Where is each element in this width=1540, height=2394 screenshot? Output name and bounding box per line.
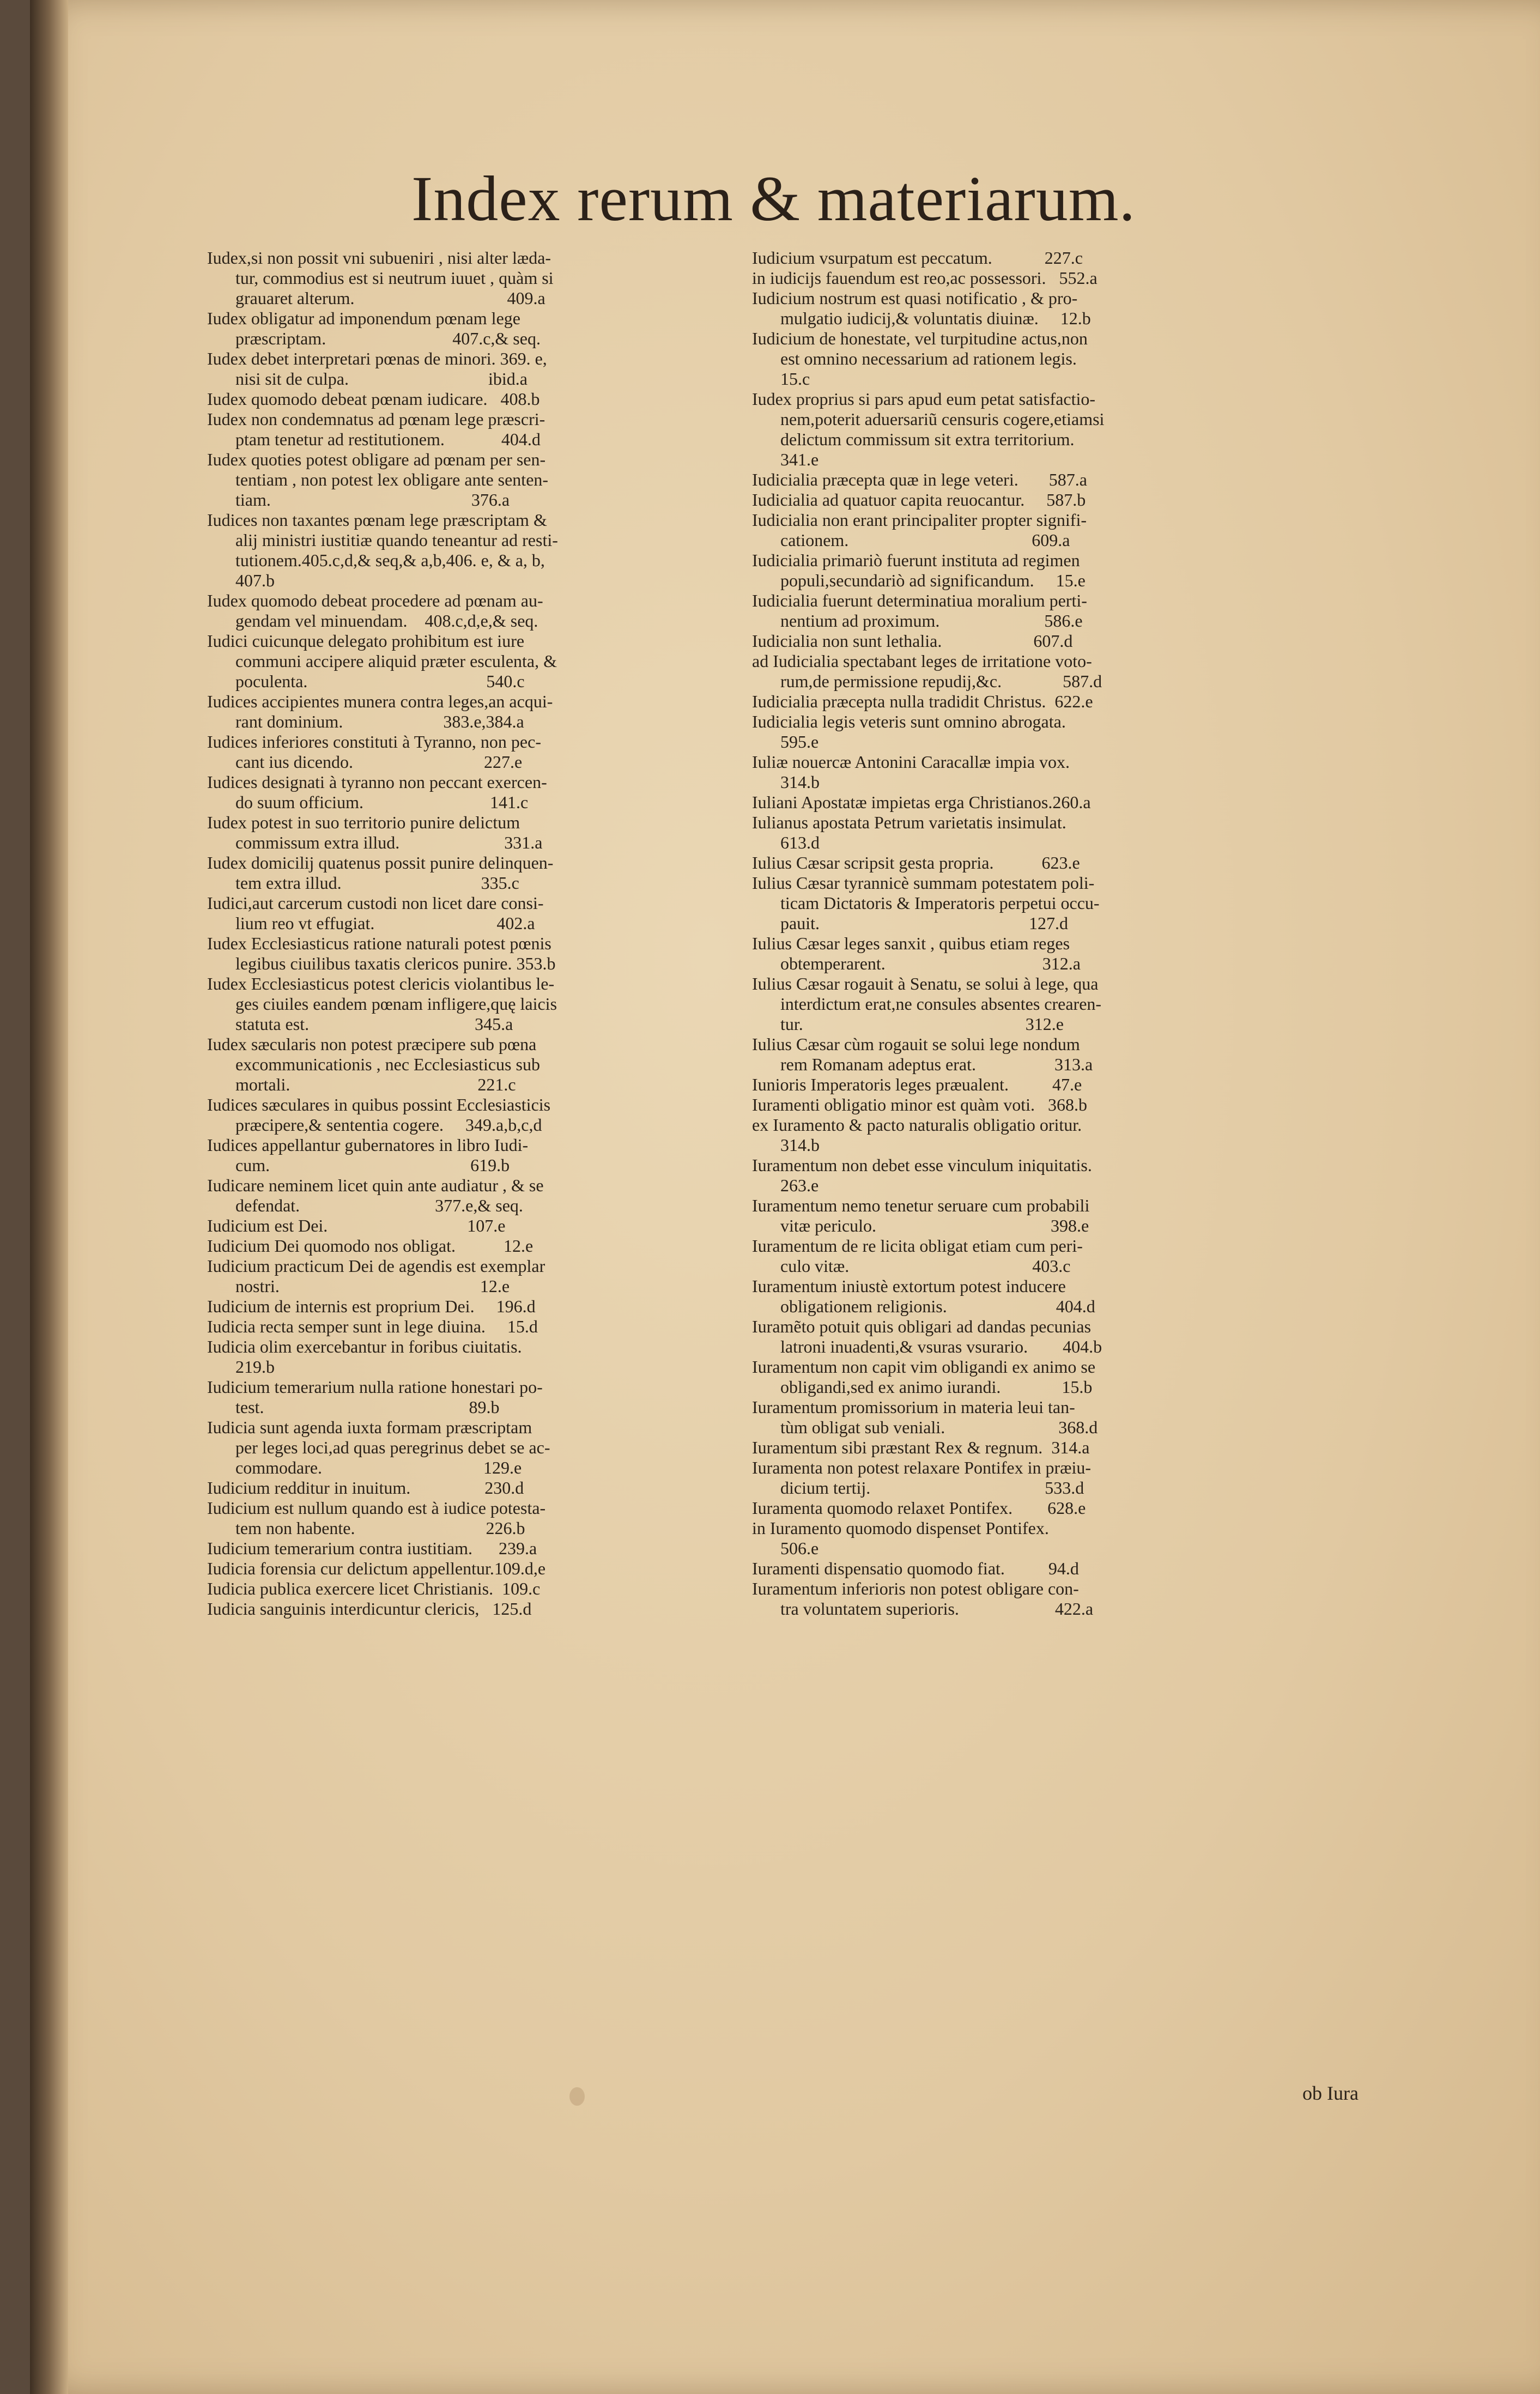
index-entry <box>207 631 708 692</box>
index-entry <box>207 853 708 893</box>
index-entry-line: Iudicia sanguinis interdicuntur clericis, 125.d <box>207 1599 532 1619</box>
index-entry <box>752 490 1253 510</box>
index-entry <box>752 1518 1253 1559</box>
index-entry-line: Iudicium est Dei. 107.e <box>207 1216 506 1235</box>
index-entry-line: Iudicialia primariò fuerunt instituta ad regimen <box>752 550 1080 570</box>
index-entry <box>752 329 1253 389</box>
index-entry <box>752 591 1253 631</box>
index-entry-line: delictum commissum sit extra territorium. <box>780 429 1075 449</box>
index-entry-line: Iudicia publica exercere licet Christianis. 109.c <box>207 1579 541 1598</box>
index-entry-line: tentiam , non potest lex obligare ante senten- <box>235 470 549 489</box>
index-entry <box>752 1236 1253 1276</box>
index-entry <box>752 1397 1253 1438</box>
index-entry <box>207 1599 708 1619</box>
index-entry-line: tra voluntatem superioris. 422.a <box>780 1599 1094 1619</box>
index-entry-line: tem extra illud. 335.c <box>235 873 519 893</box>
index-entry-line: commissum extra illud. 331.a <box>235 833 543 852</box>
index-entry-line: Iudicium est nullum quando est à iudice potesta- <box>207 1498 546 1518</box>
index-entry-line: 219.b <box>235 1357 275 1377</box>
index-entry <box>752 853 1253 873</box>
index-entry-line: Iuliæ nouercæ Antonini Caracallæ impia vox. <box>752 752 1070 772</box>
index-entry-line: 263.e <box>780 1175 819 1195</box>
index-entry <box>752 1579 1253 1619</box>
index-entry-line: Iudicium temerarium nulla ratione honestari po- <box>207 1377 543 1397</box>
index-entry <box>207 1175 708 1216</box>
index-entry-line: Iuramentum non debet esse vinculum iniquitatis. <box>752 1155 1092 1175</box>
index-entry-line: Iudex debet interpretari pœnas de minori. 369. e, <box>207 349 547 368</box>
index-entry <box>207 349 708 389</box>
index-entry-line: rant dominium. 383.e,384.a <box>235 712 524 731</box>
index-entry-line: Iuramentum nemo tenetur seruare cum probabili <box>752 1196 1090 1215</box>
index-entry-line: ticam Dictatoris & Imperatoris perpetui occu- <box>780 893 1100 913</box>
index-entry-line: grauaret alterum. 409.a <box>235 288 545 308</box>
index-entry-line: populi,secundariò ad significandum. 15.e <box>780 571 1086 590</box>
index-entry <box>207 1034 708 1095</box>
index-entry-line: test. 89.b <box>235 1397 500 1417</box>
index-entry-line: cum. 619.b <box>235 1155 510 1175</box>
index-entry-line: latroni inuadenti,& vsuras vsurario. 404.b <box>780 1337 1102 1356</box>
index-entry <box>207 1498 708 1538</box>
index-entry-line: Iudicium Dei quomodo nos obligat. 12.e <box>207 1236 533 1256</box>
index-entry-line: ex Iuramento & pacto naturalis obligatio oritur. <box>752 1115 1082 1135</box>
index-entry-line: Iudicialia non erant principaliter propter signifi- <box>752 510 1087 530</box>
index-entry <box>752 550 1253 591</box>
index-entry <box>752 1196 1253 1236</box>
index-entry-line: præscriptam. 407.c,& seq. <box>235 329 541 348</box>
index-entry-line: do suum officium. 141.c <box>235 792 529 812</box>
index-entry-line: 595.e <box>780 732 819 751</box>
index-entry <box>207 1538 708 1559</box>
index-entry-line: Iudicia recta semper sunt in lege diuina. 15.d <box>207 1317 538 1336</box>
index-entry-line: dicium tertij. 533.d <box>780 1478 1084 1498</box>
index-entry-line: 15.c <box>780 369 810 389</box>
index-entry <box>207 1317 708 1337</box>
index-entry-line: mortali. 221.c <box>235 1075 516 1094</box>
index-entry <box>752 268 1253 288</box>
index-entry-line: alij ministri iustitiæ quando teneantur ad resti- <box>235 530 558 550</box>
index-entry <box>752 1034 1253 1075</box>
index-entry-line: Iuramentum de re licita obligat etiam cum peri- <box>752 1236 1083 1256</box>
index-entry <box>207 732 708 772</box>
index-entry <box>207 1377 708 1417</box>
index-entry-line: Iuramentum iniustè extortum potest inducere <box>752 1276 1066 1296</box>
index-entry-line: in iudicijs fauendum est reo,ac possessori. 552.a <box>752 268 1098 288</box>
index-entry <box>207 692 708 732</box>
index-entry <box>752 1458 1253 1498</box>
index-entry-line: Iudices accipientes munera contra leges,an acqui- <box>207 692 553 711</box>
index-entry-line: Iudicium redditur in inuitum. 230.d <box>207 1478 524 1498</box>
index-entry <box>752 1498 1253 1518</box>
index-entry <box>207 813 708 853</box>
index-entry-line: Iuramenti dispensatio quomodo fiat. 94.d <box>752 1559 1079 1578</box>
index-entry-line: tùm obligat sub veniali. 368.d <box>780 1417 1098 1437</box>
index-entry-line: cationem. 609.a <box>780 530 1070 550</box>
index-entry-line: interdictum erat,ne consules absentes crearen- <box>780 994 1102 1014</box>
index-entry <box>207 1095 708 1135</box>
index-entry-line: Iuramẽto potuit quis obligari ad dandas pecunias <box>752 1317 1092 1336</box>
index-entry-line: Iudex proprius si pars apud eum petat satisfactio- <box>752 389 1096 409</box>
index-entry-line: nostri. 12.e <box>235 1276 510 1296</box>
index-entry-line: Iudicium de internis est proprium Dei. 196.d <box>207 1296 536 1316</box>
index-entry-line: Iulius Cæsar cùm rogauit se solui lege nondum <box>752 1034 1080 1054</box>
index-entry <box>207 591 708 631</box>
index-entry-line: Iudex potest in suo territorio punire delictum <box>207 813 520 832</box>
index-entry <box>207 1478 708 1498</box>
catchword: ob Iura <box>1302 2082 1359 2104</box>
index-entry-line: rum,de permissione repudij,&c. 587.d <box>780 671 1102 691</box>
index-entry-line: Iudicia olim exercebantur in foribus ciuitatis. <box>207 1337 522 1356</box>
index-entry-line: præcipere,& sententia cogere. 349.a,b,c,d <box>235 1115 542 1135</box>
index-entry <box>207 1256 708 1296</box>
index-entry <box>752 792 1253 813</box>
page-title: Index rerum & materiarum. <box>411 163 1136 234</box>
index-entry <box>207 450 708 510</box>
index-entry <box>752 873 1253 934</box>
index-entry-line: nisi sit de culpa. ibid.a <box>235 369 528 389</box>
index-entry <box>752 1276 1253 1317</box>
index-entry-line: Iudicium practicum Dei de agendis est exemplar <box>207 1256 545 1276</box>
index-entry <box>752 1357 1253 1397</box>
index-entry-line: obtemperarent. 312.a <box>780 954 1081 973</box>
index-entry <box>207 308 708 349</box>
index-entry-line: tem non habente. 226.b <box>235 1518 525 1538</box>
index-entry <box>207 1579 708 1599</box>
index-entry-line: Iudicium temerarium contra iustitiam. 239.a <box>207 1538 537 1558</box>
index-entry-line: Iuramentum promissorium in materia leui tan- <box>752 1397 1075 1417</box>
index-entry-line: pauit. 127.d <box>780 913 1068 933</box>
index-entry <box>752 1095 1253 1115</box>
index-entry-line: legibus ciuilibus taxatis clericos punire. 353.b <box>235 954 556 973</box>
index-entry-line: 314.b <box>780 1135 820 1155</box>
index-entry-line: Iuramenta quomodo relaxet Pontifex. 628.e <box>752 1498 1086 1518</box>
index-entry-line: poculenta. 540.c <box>235 671 525 691</box>
index-entry <box>207 1236 708 1256</box>
index-entry-line: Iudex quomodo debeat pœnam iudicare. 408.b <box>207 389 540 409</box>
index-entry-line: Iudici cuicunque delegato prohibitum est iure <box>207 631 525 651</box>
index-entry-line: Iudex Ecclesiasticus potest clericis violantibus le- <box>207 974 555 993</box>
index-entry-line: lium reo vt effugiat. 402.a <box>235 913 535 933</box>
index-entry-line: Iulius Cæsar scripsit gesta propria. 623.e <box>752 853 1080 872</box>
index-entry <box>752 813 1253 853</box>
index-entry-line: ad Iudicialia spectabant leges de irritatione voto- <box>752 651 1092 671</box>
index-entry-line: 613.d <box>780 833 820 852</box>
index-entry <box>752 934 1253 974</box>
index-entry <box>207 389 708 409</box>
index-entry-line: Iudices inferiores constituti à Tyranno, non pec- <box>207 732 541 751</box>
book-gutter <box>30 0 68 2394</box>
index-entry-line: mulgatio iudicij,& voluntatis diuinæ. 12.b <box>780 308 1091 328</box>
index-entry-line: Iudicia sunt agenda iuxta formam præscriptam <box>207 1417 532 1437</box>
index-entry <box>207 974 708 1034</box>
index-entry <box>752 631 1253 651</box>
index-entry-line: excommunicationis , nec Ecclesiasticus sub <box>235 1054 540 1074</box>
index-entry <box>207 510 708 591</box>
index-entry <box>752 1438 1253 1458</box>
index-entry-line: Iudices non taxantes pœnam lege præscriptam & <box>207 510 547 530</box>
index-entry <box>752 752 1253 792</box>
index-entry-line: Iudicialia præcepta nulla tradidit Christus. 622.e <box>752 692 1093 711</box>
index-entry-line: culo vitæ. 403.c <box>780 1256 1071 1276</box>
index-entry-line: obligationem religionis. 404.d <box>780 1296 1095 1316</box>
index-entry-line: tur, commodius est si neutrum iuuet , quàm si <box>235 268 554 288</box>
index-entry <box>752 389 1253 470</box>
index-entry-line: Iuramentum inferioris non potest obligare con- <box>752 1579 1079 1598</box>
index-entry <box>752 1559 1253 1579</box>
index-entry <box>752 712 1253 752</box>
index-entry-line: defendat. 377.e,& seq. <box>235 1196 523 1215</box>
index-entry-line: Iulius Cæsar rogauit à Senatu, se solui à lege, qua <box>752 974 1099 993</box>
index-entry-line: Iulianus apostata Petrum varietatis insimulat. <box>752 813 1066 832</box>
index-entry-line: commodare. 129.e <box>235 1458 522 1477</box>
index-entry <box>752 692 1253 712</box>
index-entry-line: Iudex sæcularis non potest præcipere sub pœna <box>207 1034 537 1054</box>
index-entry-line: Iudex Ecclesiasticus ratione naturali potest pœnis <box>207 934 551 953</box>
index-entry <box>207 893 708 934</box>
index-entry <box>207 409 708 450</box>
index-entry-line: in Iuramento quomodo dispenset Pontifex. <box>752 1518 1049 1538</box>
index-entry-line: rem Romanam adeptus erat. 313.a <box>780 1054 1093 1074</box>
index-entry-line: Iudicium de honestate, vel turpitudine actus,non <box>752 329 1088 348</box>
ink-stain <box>569 2087 585 2106</box>
index-entry <box>207 248 708 308</box>
index-entry <box>752 470 1253 490</box>
index-entry-line: obligandi,sed ex animo iurandi. 15.b <box>780 1377 1093 1397</box>
index-entry-line: 407.b <box>235 571 275 590</box>
index-entry-line: ptam tenetur ad restitutionem. 404.d <box>235 429 541 449</box>
index-entry-line: Iudicialia fuerunt determinatiua moralium perti- <box>752 591 1087 610</box>
index-entry-line: Iudex quomodo debeat procedere ad pœnam au- <box>207 591 543 610</box>
index-entry-line: statuta est. 345.a <box>235 1014 513 1034</box>
left-index-column <box>207 248 708 1619</box>
index-entry <box>207 1135 708 1175</box>
index-entry-line: Iulius Cæsar leges sanxit , quibus etiam reges <box>752 934 1070 953</box>
index-entry-line: ges ciuiles eandem pœnam infligere,quę laicis <box>235 994 557 1014</box>
index-entry-line: nem,poterit aduersariũ censuris cogere,etiamsi <box>780 409 1105 429</box>
index-entry-line: per leges loci,ad quas peregrinus debet se ac- <box>235 1438 550 1457</box>
index-entry-line: nentium ad proximum. 586.e <box>780 611 1083 631</box>
index-entry <box>207 1216 708 1236</box>
index-entry-line: Iudex,si non possit vni subueniri , nisi alter læda- <box>207 248 551 268</box>
index-entry-line: 506.e <box>780 1538 819 1558</box>
index-entry-line: Iudicia forensia cur delictum appellentur.109.d,e <box>207 1559 546 1578</box>
index-entry-line: Iuramentum non capit vim obligandi ex animo se <box>752 1357 1096 1377</box>
index-entry <box>207 1296 708 1317</box>
index-entry <box>752 651 1253 692</box>
index-entry-line: tiam. 376.a <box>235 490 510 510</box>
index-entry-line: Iudicium nostrum est quasi notificatio , & pro- <box>752 288 1078 308</box>
index-entry-line: Iuramentum sibi præstant Rex & regnum. 314.a <box>752 1438 1090 1457</box>
index-entry-line: Iudici,aut carcerum custodi non licet dare consi- <box>207 893 544 913</box>
right-index-column <box>752 248 1253 1619</box>
index-entry <box>752 974 1253 1034</box>
index-entry <box>207 1337 708 1377</box>
index-entry-line: Iudex domicilij quatenus possit punire delinquen- <box>207 853 554 872</box>
index-entry-line: Iudicare neminem licet quin ante audiatur , & se <box>207 1175 544 1195</box>
index-entry-line: Iunioris Imperatoris leges præualent. 47.e <box>752 1075 1082 1094</box>
index-entry-line: vitæ periculo. 398.e <box>780 1216 1089 1235</box>
index-entry-line: Iudex quoties potest obligare ad pœnam per sen- <box>207 450 546 469</box>
index-entry-line: Iuliani Apostatæ impietas erga Christianos.260.a <box>752 792 1091 812</box>
index-entry <box>752 1155 1253 1196</box>
index-entry-line: Iudicium vsurpatum est peccatum. 227.c <box>752 248 1083 268</box>
index-entry-line: Iudicialia non sunt lethalia. 607.d <box>752 631 1073 651</box>
index-entry <box>207 772 708 813</box>
index-entry-line: Iudex non condemnatus ad pœnam lege præscri- <box>207 409 545 429</box>
index-entry-line: est omnino necessarium ad rationem legis. <box>780 349 1077 368</box>
index-entry-line: Iudices designati à tyranno non peccant exercen- <box>207 772 547 792</box>
index-entry-line: Iudicialia ad quatuor capita reuocantur. 587.b <box>752 490 1086 510</box>
index-entry-line: tutionem.405.c,d,& seq,& a,b,406. e, & a, b, <box>235 550 545 570</box>
book-page <box>30 0 1540 2394</box>
index-entry <box>752 288 1253 329</box>
index-entry <box>752 1075 1253 1095</box>
index-entry-line: gendam vel minuendam. 408.c,d,e,& seq. <box>235 611 538 631</box>
index-entry <box>752 248 1253 268</box>
index-entry <box>207 1417 708 1478</box>
index-entry-line: Iulius Cæsar tyrannicè summam potestatem poli- <box>752 873 1095 893</box>
index-entry-line: 314.b <box>780 772 820 792</box>
index-entry-line: Iudicialia legis veteris sunt omnino abrogata. <box>752 712 1066 731</box>
index-entry <box>752 1115 1253 1155</box>
index-entry-line: Iudices appellantur gubernatores in libro Iudi- <box>207 1135 529 1155</box>
index-entry-line: Iuramenti obligatio minor est quàm voti. 368.b <box>752 1095 1088 1114</box>
index-entry-line: Iuramenta non potest relaxare Pontifex in præiu- <box>752 1458 1092 1477</box>
index-entry <box>207 1559 708 1579</box>
index-entry <box>752 1317 1253 1357</box>
index-entry <box>207 934 708 974</box>
index-entry-line: cant ius dicendo. 227.e <box>235 752 523 772</box>
index-entry-line: tur. 312.e <box>780 1014 1064 1034</box>
index-entry-line: 341.e <box>780 450 819 469</box>
index-entry-line: communi accipere aliquid præter esculenta, & <box>235 651 557 671</box>
index-entry <box>752 510 1253 550</box>
index-entry-line: Iudices sæculares in quibus possint Ecclesiasticis <box>207 1095 551 1114</box>
index-entry-line: Iudex obligatur ad imponendum pœnam lege <box>207 308 520 328</box>
index-entry-line: Iudicialia præcepta quæ in lege veteri. 587.a <box>752 470 1087 489</box>
